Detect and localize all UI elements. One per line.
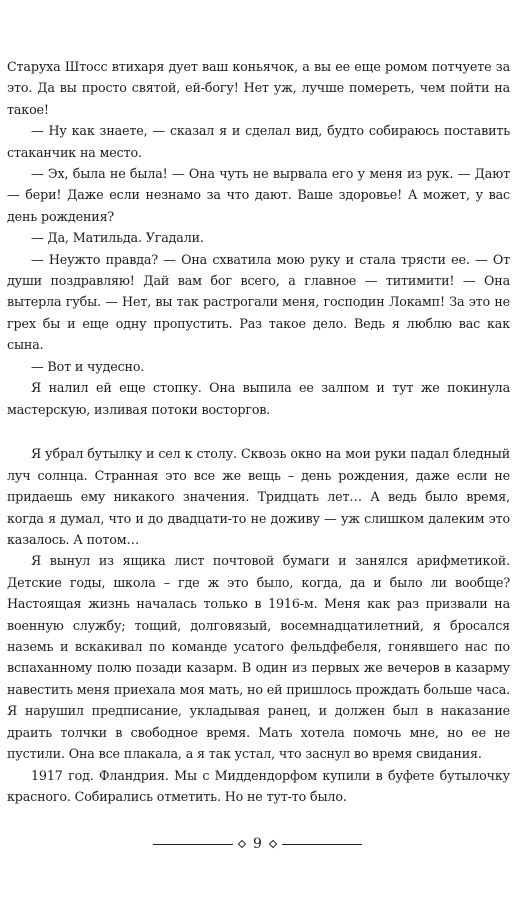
paragraph-4: — Да, Матильда. Угадали. — [31, 230, 204, 246]
paragraph-6: — Вот и чудесно. — [31, 358, 145, 374]
page-number: 9 — [253, 836, 262, 852]
paragraph-3: — Эх, была не была! — Она чуть не вырвала его у меня из рук. — Дают — бери! Даже если незнамо за что дают. Ваше здоровье! А может, у вас день рождения? — [7, 166, 510, 224]
paragraph-8: Я убрал бутылку и сел к столу. Сквозь окно на мои руки падал бледный луч солнца. Странная это все же вещь – день рождения, даже если не придаешь ему никакого значения. Тридцать лет… А ведь было время, когда я думал, что и до двадцати-то не доживу — уж слишком далеким это казалось. А потом… — [7, 446, 510, 548]
paragraph-7: Я налил ей еще стопку. Она выпила ее залпом и тут же покинула мастерскую, изливая потоки восторгов. — [7, 380, 510, 417]
page-footer — [0, 833, 515, 855]
paragraph-10: 1917 год. Фландрия. Мы с Миддендорфом купили в буфете бутылочку красного. Собирались отметить. Но не тут-то было. — [7, 767, 510, 804]
paragraph-5: — Неужто правда? — Она схватила мою руку и стала трясти ее. — От души поздравляю! Дай вам бог всего, а главное — титимити! — Она вытерла губы. — Нет, вы так растрогали меня, господин Локамп! За это не грех бы и еще одну пропустить. Раз такое дело. Ведь я люблю вас как сына. — [7, 251, 510, 353]
paragraph-2: — Ну как знаете, — сказал я и сделал вид, будто собираюсь поставить стаканчик на место. — [7, 123, 510, 160]
paragraph-9: Я вынул из ящика лист почтовой бумаги и занялся арифметикой. Детские годы, школа – где ж это было, когда, да и было ли вообще? Настоящая жизнь началась только в 1916-м. Меня как раз призвали на военную службу; тощий, долговязый, восемнадцатилетний, я бросался наземь и вскакивал по команде усатого фельдфебеля, гонявшего нас по вспаханному полю позади казарм. В один из первых же вечеров в казарму навестить меня приехала моя мать, но ей пришлось прождать больше часа. Я нарушил предписание, укладывая ранец, и должен был в наказание драить толчки в свободное время. Мать хотела помочь мне, но ее не пустили. Она все плакала, а я так устал, что заснул во время свидания. — [7, 553, 510, 762]
footer-rule-right — [282, 844, 362, 845]
page-body-text — [7, 56, 510, 807]
footer-rule-left — [153, 844, 233, 845]
diamond-ornament-icon — [269, 840, 277, 848]
paragraph-1: Старуха Штосс втихаря дует ваш коньячок, а вы ее еще ромом потчуете за это. Да вы просто святой, ей-богу! Нет уж, лучше помереть, чем пойти на такое! — [7, 59, 510, 117]
diamond-ornament-icon — [238, 840, 246, 848]
